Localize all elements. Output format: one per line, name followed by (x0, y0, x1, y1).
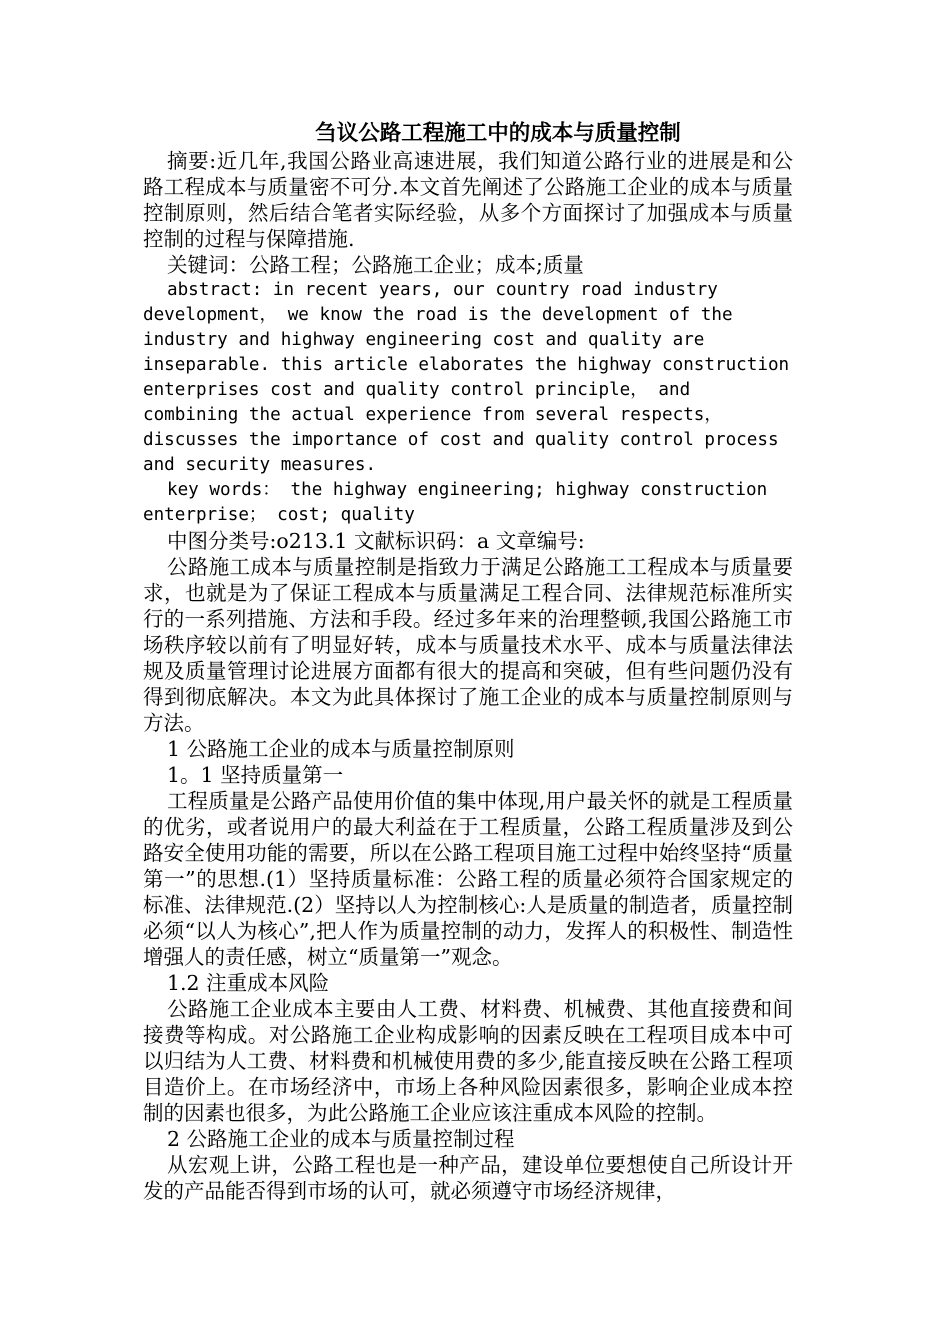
document-page (143, 120, 793, 1204)
section-1-2-body: 公路施工企业成本主要由人工费、材料费、机械费、其他直接费和间接费等构成。对公路施工企业构成影响的因素反映在工程项目成本中可以归结为人工费、材料费和机械使用费的多少,能直接反映在公路工程项目造价上。在市场经济中，市场上各种风险因素很多，影响企业成本控制的因素也很多，为此公路施工企业应该注重成本风险的控制。 (143, 997, 793, 1125)
abstract-chinese: 摘要:近几年,我国公路业高速进展，我们知道公路行业的进展是和公路工程成本与质量密不可分.本文首先阐述了公路施工企业的成本与质量控制原则，然后结合笔者实际经验，从多个方面探讨了加强成本与质量控制的过程与保障措施. (143, 149, 793, 251)
section-1-2-heading: 1.2 注重成本风险 (167, 971, 330, 995)
abstract-english: abstract: in recent years, our country road industry development， we know the road is the development of the industry and highway engineering cost and quality are inseparable. this article elaborates the highway construction enterprises cost and quality control principle， and combining the actual experience from several respects， discusses the importance of cost and quality control process and security measures. (143, 280, 790, 475)
classification-line: 中图分类号:o213.1 文献标识码：a 文章编号: (167, 529, 585, 553)
section-1-1-body: 工程质量是公路产品使用价值的集中体现,用户最关怀的就是工程质量的优劣，或者说用户的最大利益在于工程质量，公路工程质量涉及到公路安全使用功能的需要，所以在公路工程项目施工过程中始终坚持“质量第一”的思想.(1）坚持质量标准：公路工程的质量必须符合国家规定的标准、法律规范.(2）坚持以人为控制核心:人是质量的制造者，质量控制必须“以人为核心”,把人作为质量控制的动力，发挥人的积极性、制造性增强人的责任感，树立“质量第一”观念。 (143, 789, 793, 969)
keywords-chinese: 关键词：公路工程；公路施工企业；成本;质量 (167, 253, 584, 277)
section-1-1-heading: 1。1 坚持质量第一 (167, 763, 344, 787)
section-1-heading: 1 公路施工企业的成本与质量控制原则 (167, 737, 515, 761)
intro-paragraph: 公路施工成本与质量控制是指致力于满足公路施工工程成本与质量要求，也就是为了保证工程成本与质量满足工程合同、法律规范标准所实行的一系列措施、方法和手段。经过多年来的治理整顿,我国公路施工市场秩序较以前有了明显好转，成本与质量技术水平、成本与质量法律法规及质量管理讨论进展方面都有很大的提高和突破，但有些问题仍没有得到彻底解决。本文为此具体探讨了施工企业的成本与质量控制原则与方法。 (143, 555, 793, 735)
section-2-body: 从宏观上讲，公路工程也是一种产品，建设单位要想使自己所设计开发的产品能否得到市场的认可，就必须遵守市场经济规律， (143, 1153, 793, 1203)
keywords-english: key words： the highway engineering; highway construction enterprise； cost; quality (143, 480, 768, 525)
document-title: 刍议公路工程施工中的成本与质量控制 (315, 121, 681, 146)
section-2-heading: 2 公路施工企业的成本与质量控制过程 (167, 1127, 515, 1151)
